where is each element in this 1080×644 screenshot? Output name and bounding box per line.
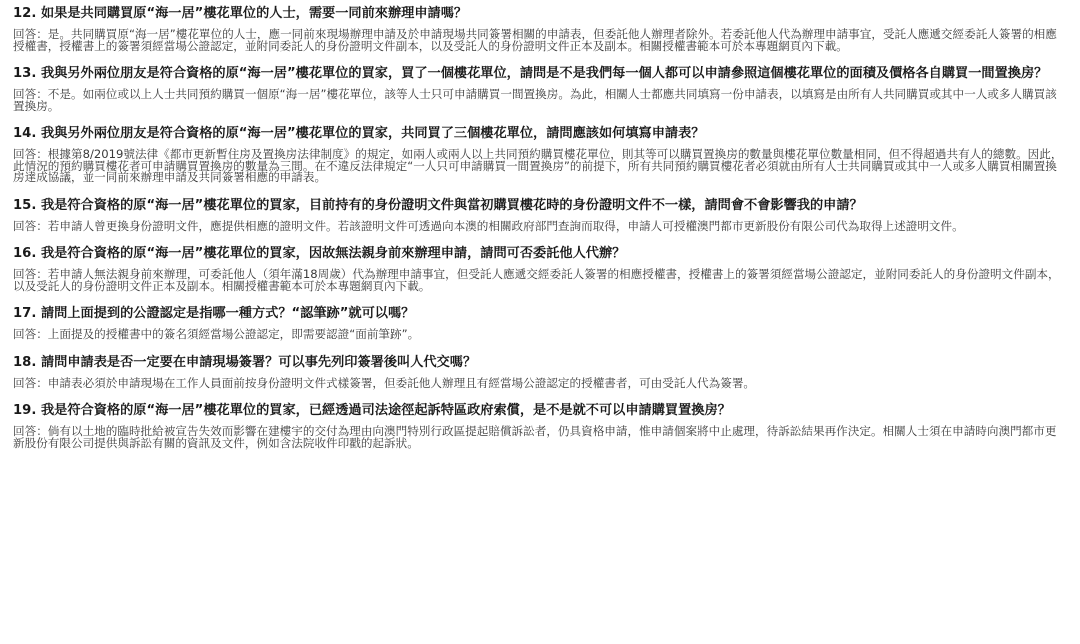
- faq-answer-15: 回答：若申請人曾更換身份證明文件，應提供相應的證明文件。若該證明文件可透過向本澳的相關政府部門查詢而取得，申請人可授權澳門都市更新股份有限公司代為取得上述證明文件。: [13, 218, 964, 233]
- faq-question-15: 15. 我是符合資格的原“海一居”樓花單位的買家，目前持有的身份證明文件與當初購買樓花時的身份證明文件不一樣，請問會不會影響我的申請？: [13, 197, 863, 213]
- faq-item-12: [13, 6, 1068, 52]
- faq-answer-19: 回答：倘有以土地的臨時批給被宣告失效而影響在建樓宇的交付為理由向澳門特別行政區提起賠償訴訟者，仍具資格申請，惟申請個案將中止處理，待訴訟結果再作決定。相關人士須在申請時向澳門都市更新股份有限公司提供與訴訟有關的資訊及文件，例如含法院收件印戳的起訴狀。: [13, 424, 1057, 450]
- faq-answer-13: 回答：不是。如兩位或以上人士共同預約購買一個原“海一居”樓花單位，該等人士只可申請購買一間置換房。為此，相關人士都應共同填寫一份申請表，以填寫是由所有人共同購買或其中一人或多人購買該置換房。: [13, 87, 1057, 113]
- faq-answer-14: 回答：根據第8/2019號法律《都市更新暫住房及置換房法律制度》的規定，如兩人或兩人以上共同預約購買樓花單位，則其等可以購買置換房的數量與樓花單位數量相同，但不得超過共有人的總數。因此，此情況的預約購買樓花者可申請購買置換房的數量為三間。在不違反法律規定“一人只可申請購買一間置換房”的前提下，所有共同預約購買樓花者必須就由所有人士共同購買或其中一人或多人購買相關置換房達成協議，並一同前來辦理申請及共同簽署相應的申請表。: [13, 147, 1063, 184]
- faq-item-18: [13, 355, 1068, 390]
- faq-item-15: [13, 198, 1068, 233]
- faq-question-16: 16. 我是符合資格的原“海一居”樓花單位的買家，因故無法親身前來辦理申請，請問可否委託他人代辦？: [13, 246, 626, 261]
- faq-item-13: [13, 66, 1068, 112]
- faq-item-19: [13, 403, 1068, 449]
- faq-answer-18: 回答：申請表必須於申請現場在工作人員面前按身份證明文件式樣簽署，但委託他人辦理且有經當場公證認定的授權書者，可由受託人代為簽署。: [13, 375, 756, 390]
- faq-answer-16: 回答：若申請人無法親身前來辦理，可委託他人（須年滿18周歲）代為辦理申請事宜，但受託人應遞交經委託人簽署的相應授權書，授權書上的簽署須經當場公證認定，並附同委託人的身份證明文件副本，以及受託人的身份證明文件正本及副本。相關授權書範本可於本專題網頁內下載。: [13, 267, 1060, 293]
- faq-answer-12: 回答：是。共同購買原“海一居”樓花單位的人士，應一同前來現場辦理申請及於申請現場共同簽署相關的申請表，但委託他人辦理者除外。若委託他人代為辦理申請事宜，受託人應遞交經委託人簽署的相應授權書，授權書上的簽署須經當場公證認定，並附同委託人的身份證明文件副本，以及受託人的身份證明文件正本及副本。相關授權書範本可於本專題網頁內下載。: [13, 27, 1057, 53]
- faq-answer-17: 回答：上面提及的授權書中的簽名須經當場公證認定，即需要認證“面前筆跡”。: [13, 327, 420, 341]
- faq-question-18: 18. 請問申請表是否一定要在申請現場簽署？可以事先列印簽署後叫人代交嗎？: [13, 354, 477, 370]
- faq-item-17: [13, 306, 1068, 341]
- faq-item-14: [13, 126, 1068, 184]
- faq-question-14: 14. 我與另外兩位朋友是符合資格的原“海一居”樓花單位的買家，共同買了三個樓花單位，請問應該如何填寫申請表？: [13, 126, 705, 141]
- faq-question-12: 12. 如果是共同購買原“海一居”樓花單位的人士，需要一同前來辦理申請嗎？: [13, 6, 468, 21]
- faq-item-16: [13, 246, 1068, 292]
- faq-question-19: 19. 我是符合資格的原“海一居”樓花單位的買家，已經透過司法途徑起訴特區政府索償，是不是就不可以申請購買置換房？: [13, 403, 731, 418]
- faq-question-13: 13. 我與另外兩位朋友是符合資格的原“海一居”樓花單位的買家，買了一個樓花單位，請問是不是我們每一個人都可以申請參照這個樓花單位的面積及價格各自購買一間置換房？: [13, 66, 1048, 81]
- faq-question-17: 17. 請問上面提到的公證認定是指哪一種方式？“認筆跡”就可以嗎？: [13, 306, 415, 321]
